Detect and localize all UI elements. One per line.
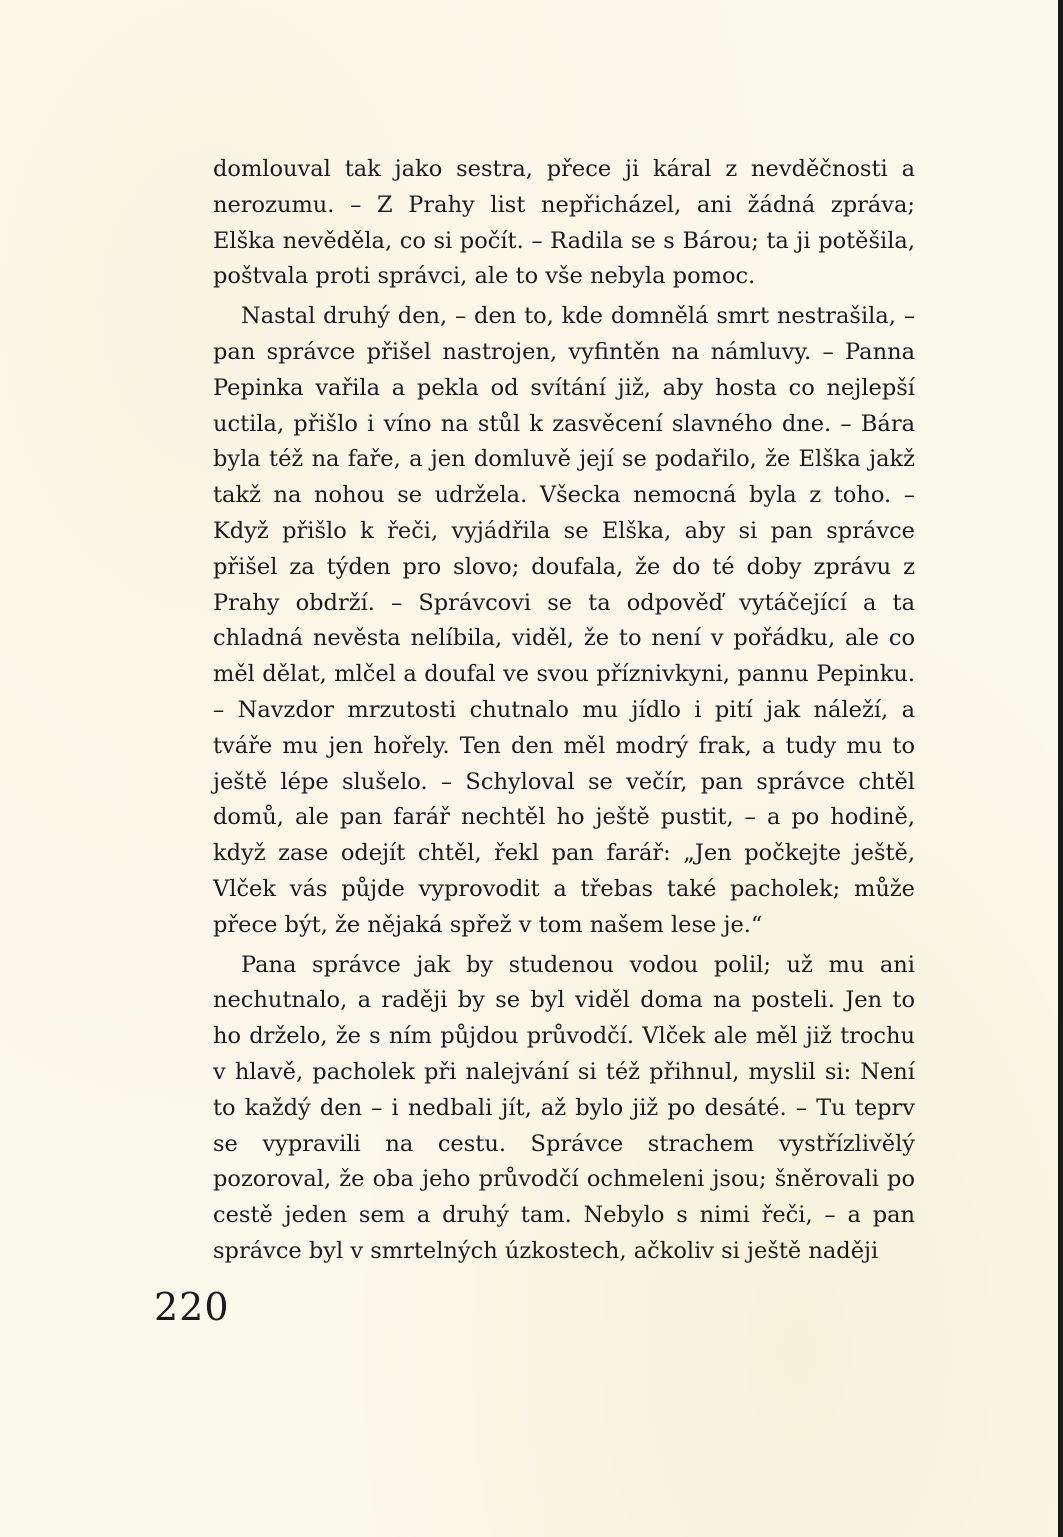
paragraph-2: Nastal druhý den, – den to, kde domnělá smrt nestrašila, – pan správce přišel nastrojen, vyfintěn na námluvy. – Panna Pepinka vařila a pekla od svítání již, aby hosta co nejlepší uctila, přišlo i víno na stůl k zasvěcení slavného dne. – Bára byla též na faře, a jen domluvě její se podařilo, že Elška jakž takž na nohou se udržela. Všecka nemocná byla z toho. – Když přišlo k řeči, vyjádřila se Elška, aby si pan správce přišel za týden pro slovo; doufala, že do té doby zprávu z Prahy obdrží. – Správcovi se ta odpověď vytáčející a ta chladná nevěsta nelíbila, viděl, že to není v pořádku, ale co měl dělat, mlčel a doufal ve svou příznivkyni, pannu Pepinku. – Navzdor mrzutosti chutnalo mu jídlo i pití jak náleží, a tváře mu jen hořely. Ten den měl modrý frak, a tudy mu to ještě lépe slušelo. – Schyloval se večír, pan správce chtěl domů, ale pan farář nechtěl ho ještě pustit, – a po hodině, když zase odejít chtěl, řekl pan farář: „Jen počkejte ještě, Vlček vás půjde vyprovodit a třebas také pacholek; může přece být, že nějaká spřež v tom našem lese je.“ [213, 303, 915, 938]
body-text [213, 152, 915, 1274]
page-number: 220 [154, 1285, 230, 1329]
paragraph-3: Pana správce jak by studenou vodou polil; už mu ani nechutnalo, a raději by se byl viděl doma na posteli. Jen to ho drželo, že s ním půjdou průvodčí. Vlček ale měl již trochu v hlavě, pacholek při nalejvání si též přihnul, myslil si: Není to každý den – i nedbali jít, až bylo již po desáté. – Tu teprv se vypravili na cestu. Správce strachem vystřízlivělý pozoroval, že oba jeho průvodčí ochmeleni jsou; šněrovali po cestě jeden sem a druhý tam. Nebylo s nimi řeči, – a pan správce byl v smrtelných úzkostech, ačkoliv si ještě naději [213, 951, 915, 1264]
paragraph-1: domlouval tak jako sestra, přece ji káral z nevděčnosti a nerozumu. – Z Prahy list nepřicházel, ani žádná zpráva; Elška nevěděla, co si počít. – Radila se s Bárou; ta ji potěšila, poštvala proti správci, ale to vše nebyla pomoc. [213, 156, 915, 290]
page-edge-shadow [1058, 0, 1063, 1537]
